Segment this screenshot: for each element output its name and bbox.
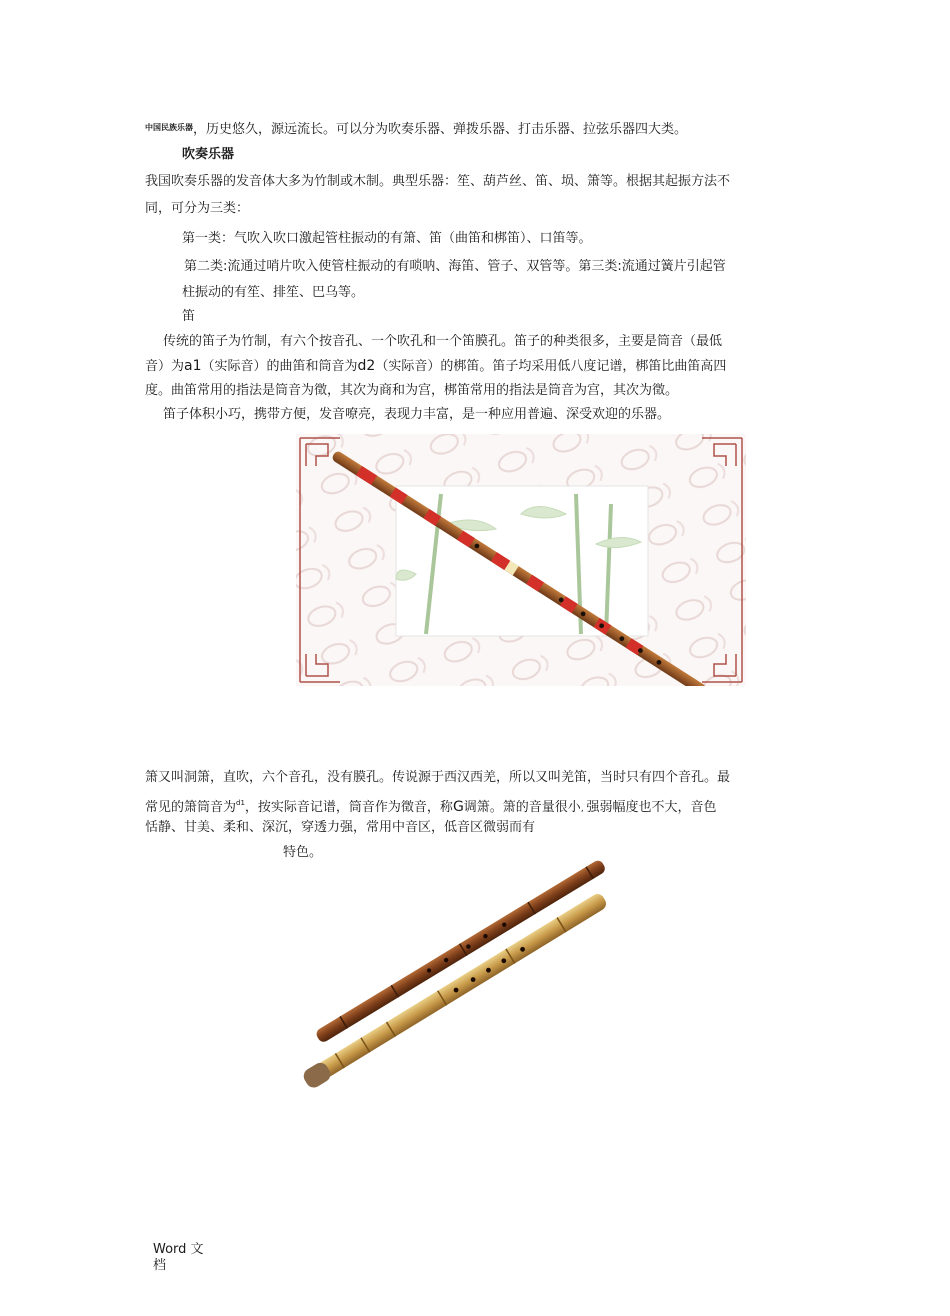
xiao-sup-d1: d1 <box>236 799 245 807</box>
section-heading-wind: 吹奏乐器 <box>182 147 235 162</box>
wind-para-line1: 我国吹奏乐器的发音体大多为竹制或木制。典型乐器：笙、葫芦丝、笛、埙、箫等。根据其起振方法不 <box>145 174 731 189</box>
wind-type1: 第一类：气吹入吹口激起管柱振动的有箫、笛（曲笛和梆笛）、口笛等。 <box>182 231 592 246</box>
xiao-light <box>301 891 610 1091</box>
di-note-d2: d2 <box>357 358 376 374</box>
di-para2: 笛子体积小巧，携带方便，发音嘹亮，表现力丰富，是一种应用普遍、深受欢迎的乐器。 <box>163 407 671 422</box>
xiao-line3: 恬静、甘美、柔和、深沉，穿透力强，常用中音区，低音区微弱而有 <box>145 820 536 835</box>
xiao-text-a: 常见的箫筒音为 <box>145 800 237 815</box>
di-note-a1: a1 <box>184 358 202 374</box>
footer-line2: 档 <box>153 1258 167 1273</box>
wind-type2-line2: 柱振动的有笙、排笙、巴乌等。 <box>182 285 365 300</box>
intro-label: 中国民族乐器 <box>145 123 193 132</box>
di-para1-line2 <box>145 356 726 377</box>
di-flute-image <box>296 434 746 686</box>
di-text-c: （实际音）的梆笛。笛子均采用低八度记谱，梆笛比曲笛高四 <box>375 359 727 374</box>
xiao-line2: 常见的箫筒音为$^{d1}$，按实际音记谱，筒音作为徵音，称G调箫。箫的音量很小, 强弱幅度也不大，音色 <box>145 799 717 815</box>
wind-type2-line1: 第二类:流通过哨片吹入使管柱振动的有唢呐、海笛、管子、双管等。第三类:流通过簧片引起管 <box>184 259 726 274</box>
section-heading-di: 笛 <box>182 309 196 324</box>
xiao-line4: 特色。 <box>283 845 323 860</box>
intro-text: ，历史悠久，源远流长。可以分为吹奏乐器、弹拨乐器、打击乐器、拉弦乐器四大类。 <box>193 122 688 137</box>
footer-label <box>153 1242 204 1274</box>
xiao-text-d: 强弱幅度也不大，音色 <box>586 800 717 815</box>
xiao-text-b: ，按实际音记谱，筒音作为徵音，称 <box>244 800 453 815</box>
intro-line <box>145 118 687 140</box>
di-para1-line1: 传统的笛子为竹制，有六个按音孔、一个吹孔和一个笛膜孔。笛子的种类很多，主要是筒音（最低 <box>163 334 723 349</box>
di-para1-line3: 度。曲笛常用的指法是筒音为徵，其次为商和为宫，梆笛常用的指法是筒音为宫，其次为徵。 <box>145 383 679 398</box>
xiao-text-c: 调箫。箫的音量很小 <box>463 800 581 815</box>
xiao-flute-image <box>296 860 626 1100</box>
di-text-b: （实际音）的曲笛和筒音为 <box>201 359 358 374</box>
xiao-line1: 箫又叫洞箫，直吹，六个音孔，没有膜孔。传说源于西汉西羌，所以又叫羌笛，当时只有四个音孔。最 <box>145 770 731 785</box>
wind-para-line2: 同，可分为三类： <box>145 201 250 216</box>
di-text-a: 音）为 <box>145 359 185 374</box>
xiao-dark <box>314 860 607 1044</box>
footer-line1: Word 文 <box>153 1242 204 1257</box>
xiao-key-g: G <box>452 799 464 815</box>
